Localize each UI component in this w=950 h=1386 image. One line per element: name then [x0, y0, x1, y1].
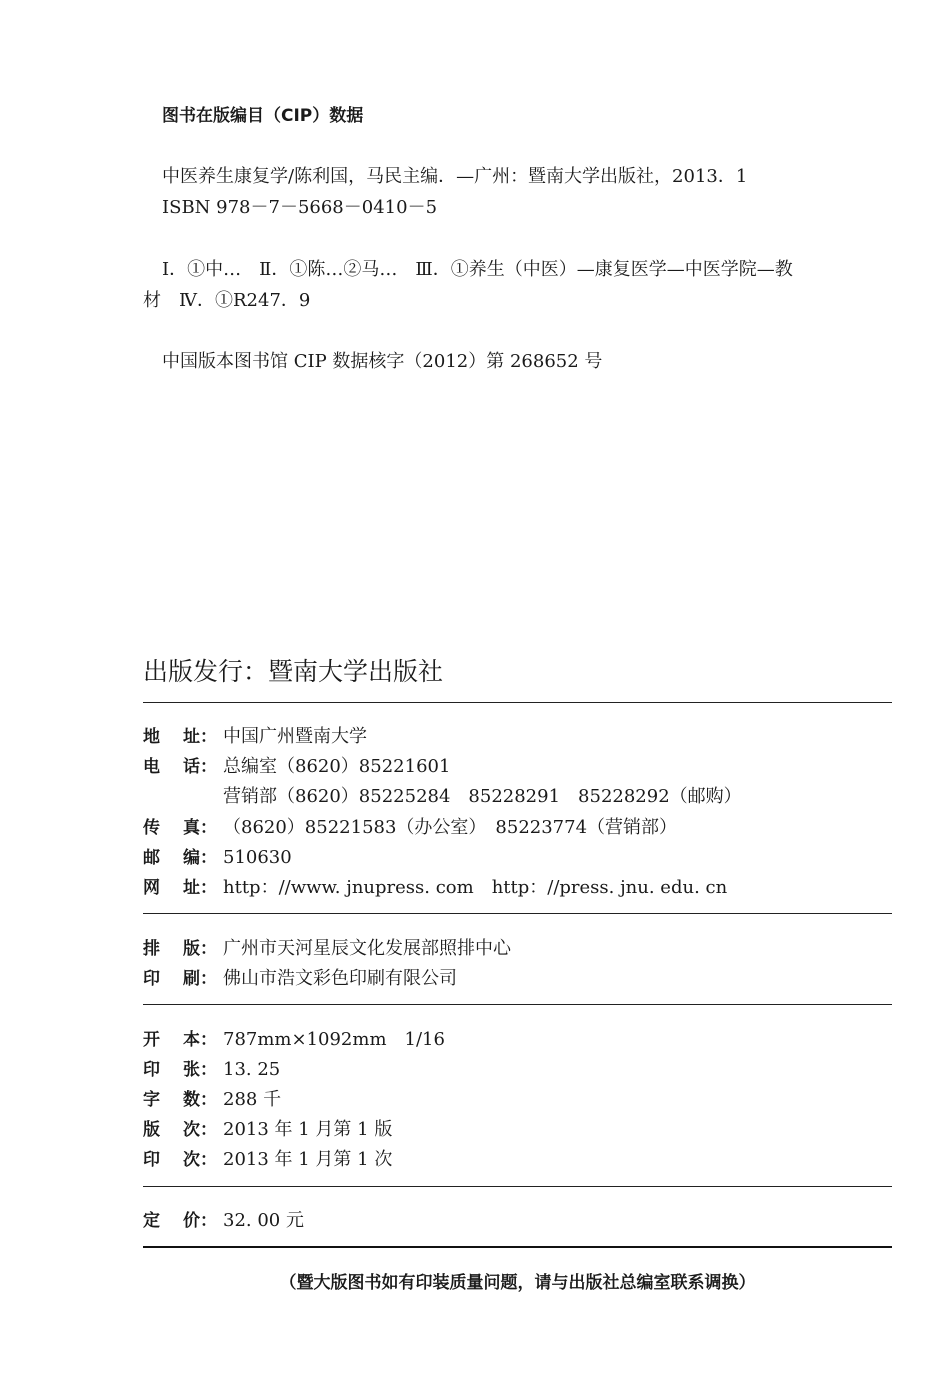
phone-row: 电 话： 总编室（8620）85221601	[143, 752, 450, 778]
print-value: 佛山市浩文彩色印刷有限公司	[223, 968, 457, 989]
publisher-heading: 出版发行：暨南大学出版社	[143, 657, 444, 686]
words-value: 288 千	[223, 1089, 282, 1110]
divider	[143, 1246, 892, 1248]
edition-value: 2013 年 1 月第 1 版	[223, 1119, 393, 1140]
address-row: 地 址： 中国广州暨南大学	[143, 722, 367, 748]
postcode-value: 510630	[223, 847, 292, 868]
typeset-row: 排 版： 广州市天河星辰文化发展部照排中心	[143, 934, 511, 960]
website-value[interactable]: http：//www. jnupress. com http：//press. jnu. edu. cn	[223, 877, 728, 898]
cip-classification-line-2: 材 Ⅳ．①R247．9	[143, 290, 311, 311]
typeset-value: 广州市天河星辰文化发展部照排中心	[223, 938, 511, 959]
divider	[143, 913, 892, 914]
cip-approval-number: 中国版本图书馆 CIP 数据核字（2012）第 268652 号	[162, 351, 603, 372]
price-value: 32. 00 元	[223, 1210, 304, 1231]
fax-row: 传 真： （8620）85221583（办公室） 85223774（营销部）	[143, 813, 677, 839]
sheets-row: 印 张： 13. 25	[143, 1059, 281, 1080]
phone-value: 总编室（8620）85221601	[223, 756, 451, 777]
phone-value-continued: 营销部（8620）85225284 85228291 85228292（邮购）	[223, 786, 742, 807]
cip-classification-line-1: Ⅰ．①中… Ⅱ．①陈…②马… Ⅲ．①养生（中医）—康复医学—中医学院—教	[162, 259, 793, 280]
impression-value: 2013 年 1 月第 1 次	[223, 1149, 393, 1170]
address-value: 中国广州暨南大学	[223, 726, 367, 747]
print-row: 印 刷： 佛山市浩文彩色印刷有限公司	[143, 964, 457, 990]
cip-title: 图书在版编目（CIP）数据	[162, 106, 364, 126]
price-row: 定 价： 32. 00 元	[143, 1206, 304, 1232]
impression-row: 印 次： 2013 年 1 月第 1 次	[143, 1145, 392, 1171]
quality-notice: （暨大版图书如有印装质量问题，请与出版社总编室联系调换）	[279, 1273, 756, 1293]
fax-value: （8620）85221583（办公室） 85223774（营销部）	[223, 817, 678, 838]
cip-isbn: ISBN 978－7－5668－0410－5	[162, 197, 438, 218]
sheets-value: 13. 25	[223, 1059, 281, 1080]
divider	[143, 1186, 892, 1187]
cip-bibliographic-line: 中医养生康复学/陈利国，马民主编．—广州：暨南大学出版社，2013．1	[162, 166, 748, 187]
postcode-row: 邮 编： 510630	[143, 847, 292, 868]
edition-row: 版 次： 2013 年 1 月第 1 版	[143, 1115, 392, 1141]
format-row: 开 本： 787mm×1092mm 1/16	[143, 1025, 445, 1051]
divider	[143, 1004, 892, 1005]
format-value: 787mm×1092mm 1/16	[223, 1029, 445, 1050]
divider	[143, 702, 892, 703]
website-row: 网 址： http：//www. jnupress. com http：//press. jnu. edu. cn	[143, 873, 727, 899]
words-row: 字 数： 288 千	[143, 1085, 281, 1111]
